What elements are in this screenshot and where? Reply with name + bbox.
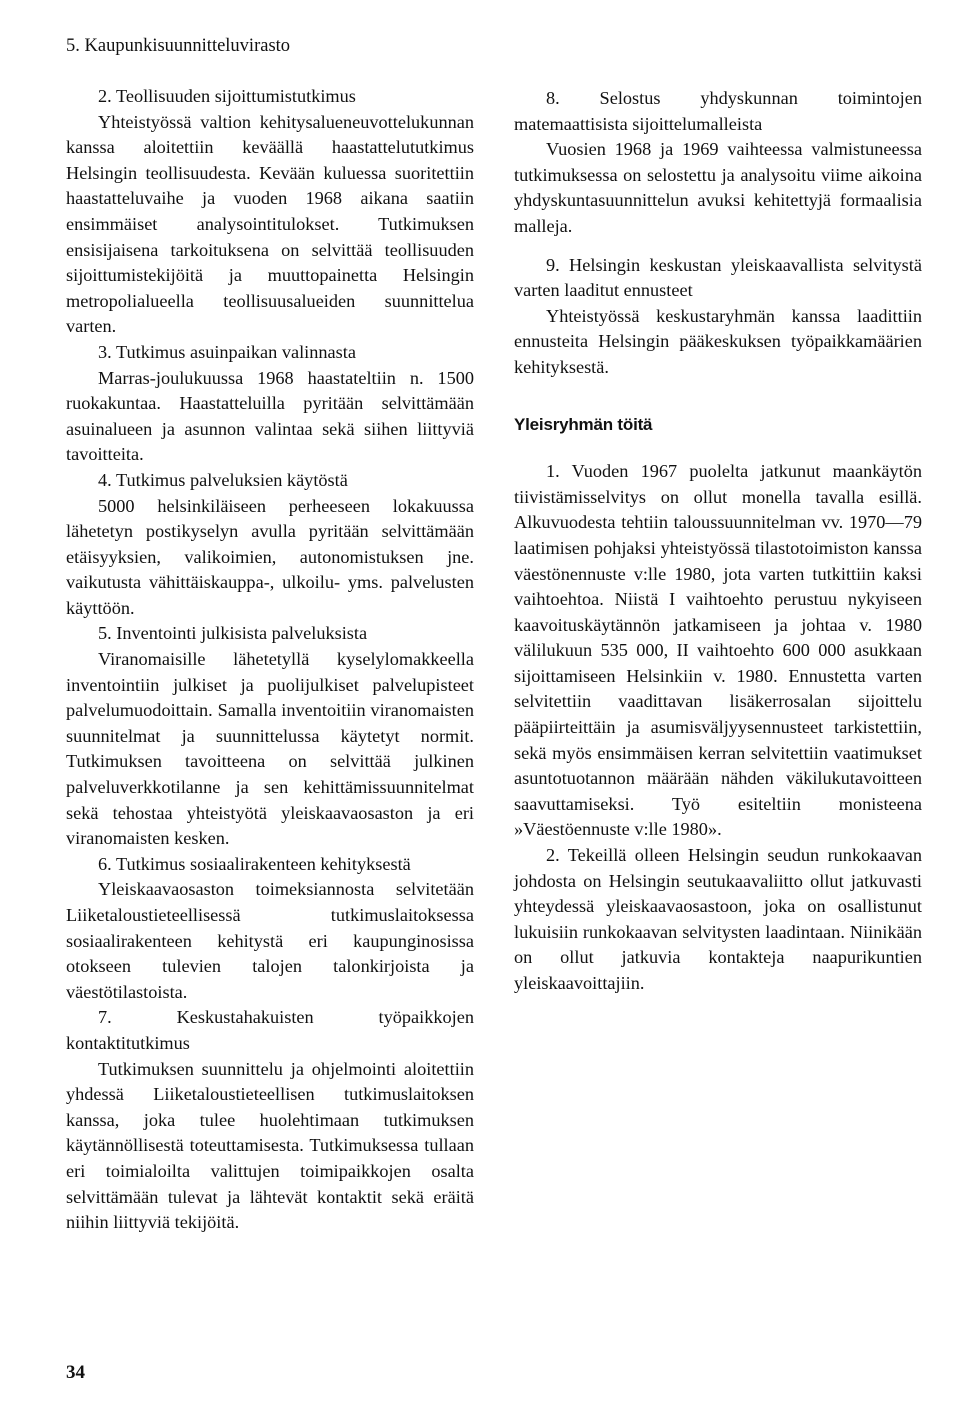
section-title: Yleisryhmän töitä <box>514 414 653 434</box>
section-body: Tutkimuksen suunnittelu ja ohjelmointi aloitettiin yhdessä Liiketaloustieteellisen tutkimuslaitoksen kanssa, joka tulee huolehtimaan tutkimuksen käytännöllisestä toteuttamisesta. Tutkimuksessa tullaan eri toimialoilta valittujen toimipaikkojen osalta selvittämään tulevat ja lähtevät kontaktit sekä eräitä niihin liittyviä tekijöitä. <box>66 1058 474 1233</box>
left-column <box>66 84 474 1236</box>
section-body: Yleiskaavaosaston toimeksiannosta selvitetään Liiketaloustieteellisessä tutkimuslaitoksessa sosiaalirakenteen kehitystä eri kaupunginosissa otokseen tulevien talojen talonkirjoista ja väestötilastoista. <box>66 879 474 1002</box>
section-body: Yhteistyössä keskustaryhmän kanssa laadittiin ennusteita Helsingin pääkeskuksen työpaikkamäärien kehityksestä. <box>514 305 922 377</box>
numbered-paragraph: 2. Tekeillä olleen Helsingin seudun runkokaavan johdosta on Helsingin seutukaavaliitto ollut jatkuvasti yhteydessä yleiskaavaosastoon, joka on osallistunut lukuisiin runkokaavan selvitysten laadintaan. Niinikään on ollut jatkuvia kontakteja naapurikuntien yleiskaavoittajiin. <box>514 845 922 993</box>
section-heading: 3. Tutkimus asuinpaikan valinnasta <box>98 341 356 362</box>
section-body: Marras-joulukuussa 1968 haastateltiin n. 1500 ruokakuntaa. Haastatteluilla pyritään selvittämään asuinalueen ja asunnon valintaa sekä siihen liittyviä tavoitteita. <box>66 367 474 465</box>
section-body: 5000 helsinkiläiseen perheeseen lokakuussa lähetetyn postikyselyn avulla pyritään selvittämään etäisyyksien, valikoimien, autonomistuksen jne. vaikutusta vähittäiskauppa-, ulkoilu- yms. palvelusten käyttöön. <box>66 495 474 618</box>
section-heading: 7. Keskustahakuisten työpaikkojen kontaktitutkimus <box>66 1007 474 1053</box>
right-column <box>514 86 922 997</box>
page-number: 34 <box>66 1362 85 1383</box>
page-header: 5. Kaupunkisuunnitteluvirasto <box>66 36 291 56</box>
section-body: Viranomaisille lähetetyllä kyselylomakkeella inventointiin julkiset ja puolijulkiset palvelupisteet palvelumuodoittain. Samalla inventoitiin viranomaisten suunnitelmat ja suunnittelussa käytetyt normit. Tutkimuksen tavoitteena on selvittää julkinen palveluverkkotilanne ja sen kehittämissuunnitelmat sekä tehostaa yhteistyötä yleiskaavaosaston ja eri viranomaisten kesken. <box>66 649 474 849</box>
numbered-paragraph: 1. Vuoden 1967 puolelta jatkunut maankäytön tiivistämisselvitys on ollut monella tavalla esillä. Alkuvuodesta tehtiin taloussuunnitelman vv. 1970—79 laatimisen pohjaksi yhteistyössä tilastotoimiston kanssa väestönennuste v:lle 1980, jota varten tutkittiin kaksi vaihtoehtoa. Niistä I vaihtoehto perustuu nykyiseen kaavoituskäytännön jatkamiseen ja johtaa v. 1980 välilukuun 535 000, II vaihtoehto 600 000 asukkaan sijoittamiseen Helsinkiin v. 1980. Ennustetta varten selvitettiin vaadittavan lisäkerrosalan sijoittelu pääpiirteittäin ja asumisväljyysennusteet tarkistettiin, sekä myös ensimmäisen kerran selvitettiin vaatimukset asuntotuotannon määrään nähden väkilukutavoitteen saavuttamiseksi. Työ esiteltiin monisteena »Väestöennuste v:lle 1980». <box>514 461 922 840</box>
section-body: Yhteistyössä valtion kehitysalueneuvottelukunnan kanssa aloitettiin keväällä haastattelututkimus Helsingin teollisuudesta. Kevään kuluessa suoritettiin haastatteluvaihe ja vuoden 1968 aikana saatiin ensimmäiset analysointitulokset. Tutkimuksen ensisijaisena tarkoituksena on selvittää teollisuuden sijoittumistekijöitä ja muuttopainetta Helsingin metropolialueella teollisuusalueiden suunnittelua varten. <box>66 111 474 337</box>
section-heading: 8. Selostus yhdyskunnan toimintojen matemaattisista sijoittelumalleista <box>514 88 922 134</box>
section-heading: 6. Tutkimus sosiaalirakenteen kehityksestä <box>98 853 411 874</box>
section-heading: 4. Tutkimus palveluksien käytöstä <box>98 469 348 490</box>
section-heading: 2. Teollisuuden sijoittumistutkimus <box>98 86 356 106</box>
section-body: Vuosien 1968 ja 1969 vaihteessa valmistuneessa tutkimuksessa on selostettu ja analysoitu viime aikoina yhdyskuntasuunnittelun avuksi kehitettyjä formaalisia malleja. <box>514 139 922 236</box>
section-heading: 9. Helsingin keskustan yleiskaavallista selvitystä varten laaditut ennusteet <box>514 254 922 301</box>
section-heading: 5. Inventointi julkisista palveluksista <box>98 623 368 644</box>
